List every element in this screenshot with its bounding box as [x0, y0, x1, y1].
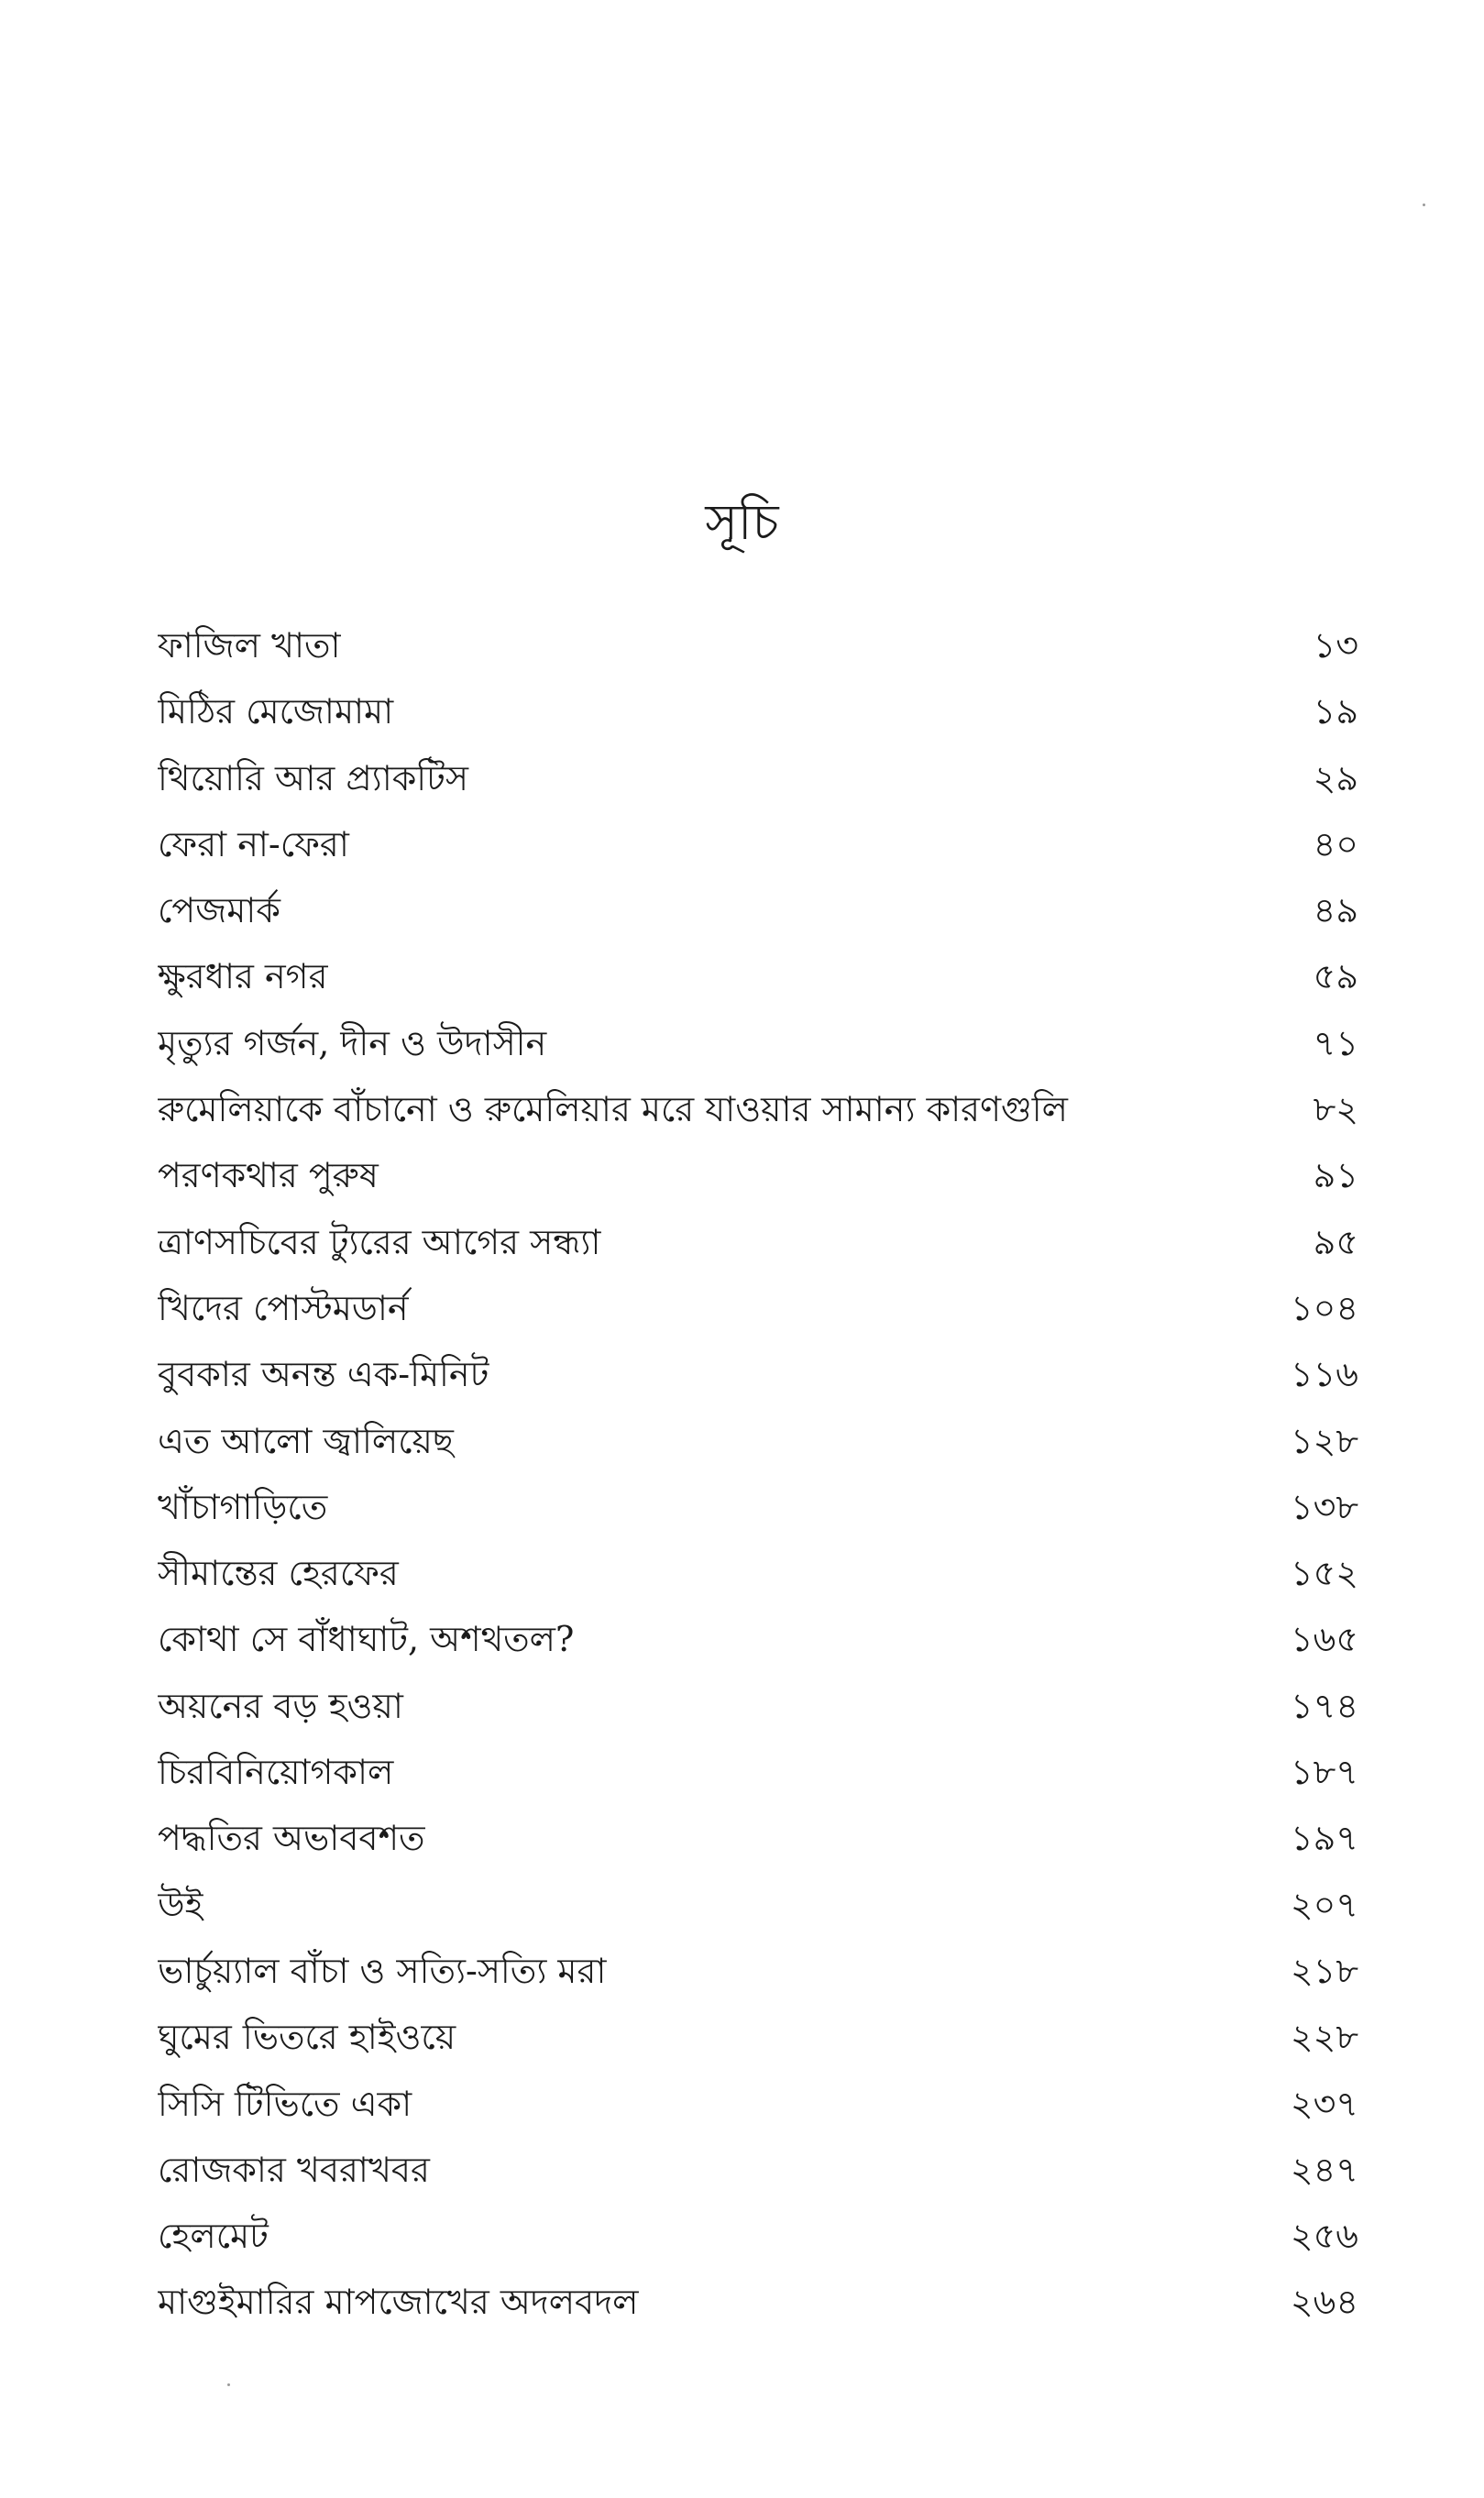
toc-entry-page-number: ৮২ [1313, 1089, 1358, 1130]
toc-entry [158, 1142, 1358, 1208]
toc-entry-title: মৃত্যুর গর্জন, দীন ও উদাসীন [158, 1022, 547, 1063]
toc-entry-page-number: ১৭৪ [1290, 1685, 1358, 1726]
toc-entry-page-number: ১৯ [1313, 691, 1358, 732]
toc-entry-page-number: ১৬৫ [1290, 1619, 1358, 1660]
toc-entry-title: হেলমেট [158, 2216, 269, 2257]
toc-entry-title: রুমেলিয়াকে বাঁচানো ও রুমেলিয়ার মরে যাওয়ার সামান্য কারণগুলি [158, 1089, 1068, 1130]
toc-entry [158, 1076, 1358, 1142]
toc-entry [158, 2137, 1358, 2203]
toc-entry [158, 1010, 1358, 1076]
toc-entry-page-number: ৪৯ [1313, 890, 1358, 931]
toc-entry-page-number: ১৮৭ [1290, 1752, 1358, 1793]
toc-entry-title: বুবকার অনন্ত এক-মিনিট [158, 1354, 489, 1395]
toc-entry-page-number: ২০৭ [1290, 1884, 1358, 1925]
toc-entry-title: খিদের পোস্টমডার্ন [158, 1287, 409, 1328]
toc-entry-page-number: ৫৯ [1313, 956, 1358, 997]
toc-entry-title: অয়নের বড় হওয়া [158, 1685, 403, 1726]
toc-entry [158, 2269, 1358, 2335]
toc-entry-page-number: ১৯৭ [1290, 1818, 1358, 1859]
toc-entry-page-number: ১৩৮ [1290, 1486, 1358, 1527]
toc-entry-page-number: ২৩৭ [1290, 2083, 1358, 2124]
toc-entry-title: সিসি টিভিতে একা [158, 2083, 412, 2124]
toc-entry [158, 1805, 1358, 1871]
toc-entry-title: ঘুমের ভিতরে হাইওয়ে [158, 2017, 456, 2058]
toc-entry-title: ক্ষুরধার নগর [158, 956, 328, 997]
toc-entry [158, 1872, 1358, 1938]
toc-entry-page-number: ২৫৬ [1290, 2216, 1358, 2257]
toc-entry-page-number: ৪০ [1313, 823, 1358, 864]
toc-entry [158, 1673, 1358, 1739]
toc-entry [158, 2004, 1358, 2070]
toc-entry [158, 612, 1358, 678]
toc-entry [158, 943, 1358, 1009]
toc-entry-page-number: ৯৫ [1313, 1221, 1358, 1262]
table-of-contents [158, 612, 1358, 2336]
toc-entry [158, 1739, 1358, 1805]
toc-entry-page-number: ২৬৪ [1290, 2282, 1358, 2323]
toc-entry-title: ফাজিল খাতা [158, 625, 341, 666]
toc-entry-page-number: ৯১ [1313, 1155, 1358, 1196]
toc-entry [158, 2071, 1358, 2137]
toc-entry-title: এত আলো জ্বালিয়েছ [158, 1420, 454, 1461]
toc-entry-page-number: ১৩ [1313, 625, 1358, 666]
toc-entry-title: পেজমার্ক [158, 890, 280, 931]
toc-entry-page-number: ২২৮ [1290, 2017, 1358, 2058]
toc-entry-title: পদ্ধতির অভাববশত [158, 1818, 425, 1859]
toc-entry-title: মাগুইমারির মাপজোখের অদলবদল [158, 2282, 639, 2323]
toc-entry-title: ত্রাণসচিবের ট্যুরের আগের সন্ধ্যা [158, 1221, 601, 1262]
toc-entry-page-number: ৭১ [1313, 1022, 1358, 1063]
contents-heading: সূচি [705, 493, 779, 551]
toc-entry [158, 1606, 1358, 1672]
toc-entry [158, 678, 1358, 744]
toc-entry-title: রোজকার খবরাখবর [158, 2149, 430, 2190]
toc-entry [158, 1408, 1358, 1474]
toc-entry-title: চিরবিনিয়োগকাল [158, 1752, 394, 1793]
paper-speck [1423, 204, 1425, 206]
toc-entry [158, 1540, 1358, 1606]
toc-entry-page-number: ১৫২ [1290, 1553, 1358, 1594]
toc-entry [158, 1341, 1358, 1407]
toc-entry-page-number: ২১৮ [1290, 1950, 1358, 1991]
toc-entry-title: উই [158, 1884, 203, 1925]
toc-entry-page-number: ১০৪ [1290, 1287, 1358, 1328]
toc-entry-page-number: ১২৮ [1290, 1420, 1358, 1461]
toc-entry [158, 877, 1358, 943]
toc-entry-title: পরণকথার পুরুষ [158, 1155, 379, 1196]
toc-entry [158, 1938, 1358, 2004]
toc-entry [158, 745, 1358, 811]
paper-speck [227, 2383, 230, 2386]
toc-entry-title: ফেরা না-ফেরা [158, 823, 349, 864]
toc-entry-title: ভার্চুয়্যাল বাঁচা ও সত্যি-সত্যি মরা [158, 1950, 607, 1991]
toc-entry [158, 2203, 1358, 2269]
toc-entry [158, 811, 1358, 877]
toc-entry-page-number: ২৪৭ [1290, 2149, 1358, 2190]
toc-entry [158, 1209, 1358, 1275]
toc-entry [158, 1275, 1358, 1341]
toc-entry-title: থিয়োরি আর প্র্যাকটিস [158, 757, 468, 798]
toc-entry-page-number: ২৯ [1313, 757, 1358, 798]
toc-entry-title: সীমান্তের হেরফের [158, 1553, 399, 1594]
toc-entry [158, 1474, 1358, 1540]
toc-entry-page-number: ১১৬ [1290, 1354, 1358, 1395]
toc-entry-title: কোথা সে বাঁধাঘাট, অশথতল? [158, 1619, 575, 1660]
toc-entry-title: খাঁচাগাড়িতে [158, 1486, 328, 1527]
toc-entry-title: মিঠির মেজোমামা [158, 691, 394, 732]
